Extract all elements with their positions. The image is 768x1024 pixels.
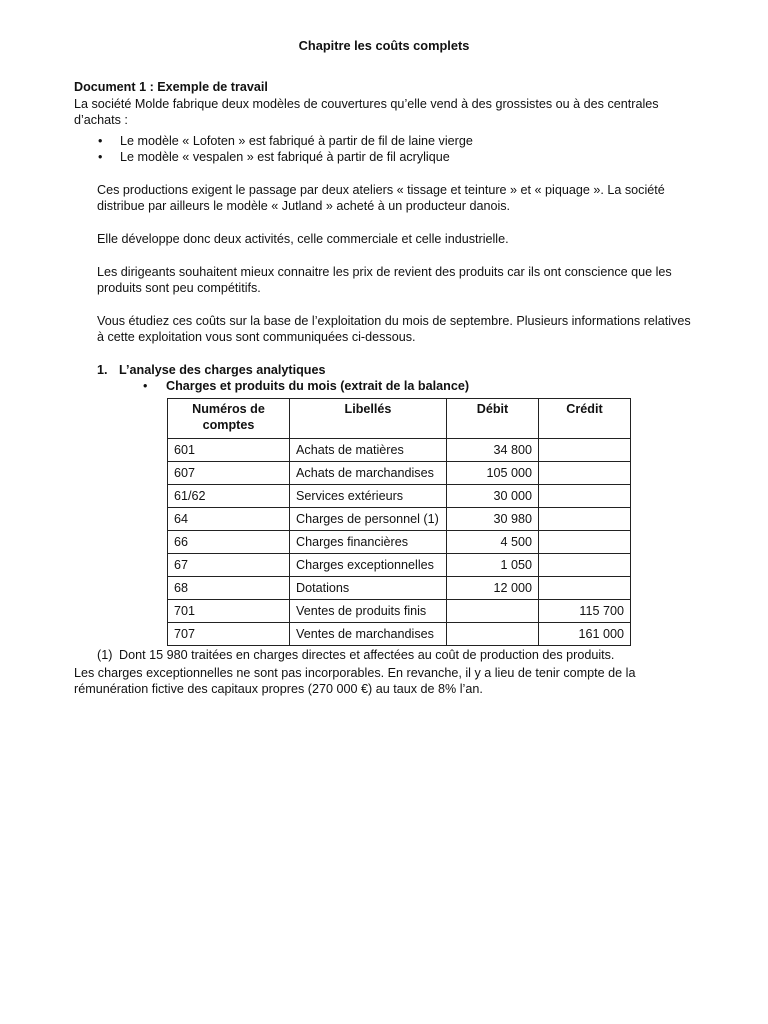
table-footnote	[97, 647, 614, 663]
debit-cell: 34 800	[447, 439, 539, 462]
label-cell: Services extérieurs	[290, 485, 447, 508]
credit-cell	[539, 508, 631, 531]
paragraph-management: Les dirigeants souhaitent mieux connaitre les prix de revient des produits car ils ont conscience que les produits sont peu compétitifs.	[97, 265, 672, 296]
column-header-account: Numéros de comptes	[168, 399, 290, 439]
closing-paragraph: Les charges exceptionnelles ne sont pas incorporables. En revanche, il y a lieu de tenir compte de la rémunération fictive des capitaux propres (270 000 €) au taux de 8% l’an.	[74, 666, 636, 697]
credit-cell	[539, 485, 631, 508]
table-row	[168, 485, 631, 508]
credit-cell	[539, 462, 631, 485]
account-number-cell: 66	[168, 531, 290, 554]
paragraph-study-scope: Vous étudiez ces coûts sur la base de l’exploitation du mois de septembre. Plusieurs informations relatives à cette exploitation vous sont communiquées ci-dessous.	[97, 314, 691, 345]
table-row	[168, 577, 631, 600]
model-list	[98, 133, 473, 166]
debit-cell: 4 500	[447, 531, 539, 554]
list-item	[98, 149, 473, 165]
credit-cell	[539, 439, 631, 462]
section-number: 1.	[97, 363, 108, 377]
account-number-cell: 601	[168, 439, 290, 462]
credit-cell	[539, 531, 631, 554]
table-row	[168, 600, 631, 623]
bullet-icon: •	[98, 134, 103, 148]
table-row	[168, 508, 631, 531]
label-cell: Charges de personnel (1)	[290, 508, 447, 531]
credit-cell	[539, 577, 631, 600]
column-header-debit: Débit	[447, 399, 539, 439]
label-cell: Ventes de marchandises	[290, 623, 447, 646]
account-number-cell: 61/62	[168, 485, 290, 508]
bullet-icon: •	[98, 150, 103, 165]
list-item-text: Le modèle « Lofoten » est fabriqué à partir de fil de laine vierge	[120, 134, 473, 148]
section-title: L’analyse des charges analytiques	[119, 363, 326, 377]
debit-cell	[447, 600, 539, 623]
credit-cell: 115 700	[539, 600, 631, 623]
label-cell: Ventes de produits finis	[290, 600, 447, 623]
column-header-label: Libellés	[290, 399, 447, 439]
debit-cell: 12 000	[447, 577, 539, 600]
label-cell: Achats de marchandises	[290, 462, 447, 485]
subsection-heading	[143, 378, 469, 394]
debit-cell: 30 980	[447, 508, 539, 531]
table-row	[168, 462, 631, 485]
list-item-text: Le modèle « vespalen » est fabriqué à partir de fil acrylique	[120, 150, 450, 165]
debit-cell: 30 000	[447, 485, 539, 508]
credit-cell	[539, 554, 631, 577]
account-number-cell: 701	[168, 600, 290, 623]
table-row	[168, 623, 631, 646]
footnote-marker: (1)	[97, 648, 113, 662]
paragraph-activities: Elle développe donc deux activités, celle commerciale et celle industrielle.	[97, 232, 509, 246]
table-row	[168, 439, 631, 462]
account-number-cell: 68	[168, 577, 290, 600]
balance-table	[167, 398, 631, 646]
label-cell: Achats de matières	[290, 439, 447, 462]
debit-cell: 105 000	[447, 462, 539, 485]
paragraph-workshops: Ces productions exigent le passage par deux ateliers « tissage et teinture » et « piquage ». La société distribue par ailleurs le modèle « Jutland » acheté à un producteur danois.	[97, 183, 665, 214]
account-number-cell: 707	[168, 623, 290, 646]
intro-paragraph: La société Molde fabrique deux modèles de couvertures qu’elle vend à des grossistes ou à des centrales d’achats :	[74, 97, 659, 128]
credit-cell: 161 000	[539, 623, 631, 646]
account-number-cell: 64	[168, 508, 290, 531]
list-item	[98, 133, 473, 149]
subsection-title: Charges et produits du mois (extrait de la balance)	[166, 379, 470, 393]
label-cell: Charges exceptionnelles	[290, 554, 447, 577]
account-number-cell: 67	[168, 554, 290, 577]
section-heading	[97, 362, 326, 378]
debit-cell: 1 050	[447, 554, 539, 577]
bullet-icon: •	[143, 379, 148, 393]
table-header-row	[168, 399, 631, 439]
page-title: Chapitre les coûts complets	[298, 38, 470, 53]
label-cell: Charges financières	[290, 531, 447, 554]
account-number-cell: 607	[168, 462, 290, 485]
table-row	[168, 554, 631, 577]
table-row	[168, 531, 631, 554]
label-cell: Dotations	[290, 577, 447, 600]
debit-cell	[447, 623, 539, 646]
footnote-text: Dont 15 980 traitées en charges directes et affectées au coût de production des produits.	[119, 648, 615, 662]
document-heading: Document 1 : Exemple de travail	[74, 80, 268, 94]
column-header-credit: Crédit	[539, 399, 631, 439]
